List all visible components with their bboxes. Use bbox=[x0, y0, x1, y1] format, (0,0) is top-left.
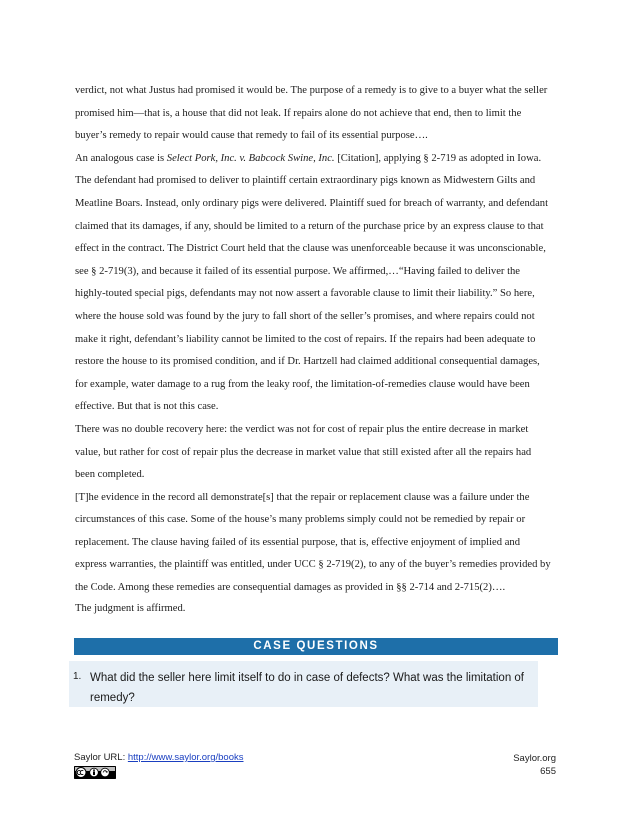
paragraph bbox=[75, 148, 553, 419]
paragraph: [T]he evidence in the record all demonstrate[s] that the repair or replacement clause was a failure under the circumstances of this case. Some of the house’s many problems simply could not be remedied by repair or replacement. The clause having failed of its essential purpose, that is, effective enjoyment of implied and express warranties, the plaintiff was entitled, under UCC § 2-719(2), to any of the buyer’s remedies provided by the Code. Among these remedies are consequential damages as provided in §§ 2-714 and 2-715(2)…. bbox=[75, 491, 551, 594]
creative-commons-by-icon bbox=[74, 766, 116, 779]
question-item bbox=[69, 661, 538, 707]
saylor-books-link[interactable]: http://www.saylor.org/books bbox=[127, 752, 244, 763]
footer-source bbox=[74, 752, 244, 763]
footer-org: Saylor.org bbox=[513, 753, 556, 764]
paragraph: verdict, not what Justus had promised it would be. The purpose of a remedy is to give to a buyer what the seller promised him—that is, a house that did not leak. If repairs alone do not achieve that end, then to limit the buyer’s remedy to repair would cause that remedy to fail of its essential purpose…. bbox=[75, 85, 548, 142]
footer-page-info bbox=[513, 752, 556, 778]
case-excerpt bbox=[75, 80, 553, 618]
paragraph-text: An analogous case is bbox=[75, 152, 167, 164]
footer-url-label: Saylor URL: bbox=[74, 752, 128, 763]
case-questions-header: CASE QUESTIONS bbox=[74, 638, 558, 655]
page-number: 655 bbox=[540, 766, 556, 777]
paragraph: The judgment is affirmed. bbox=[75, 602, 186, 614]
question-number: 1. bbox=[73, 671, 82, 682]
case-citation: Select Pork, Inc. v. Babcock Swine, Inc. bbox=[166, 152, 335, 164]
question-text: What did the seller here limit itself to do in case of defects? What was the limitation of remedy? bbox=[90, 672, 525, 704]
paragraph-text: [Citation], applying § 2-719 as adopted in Iowa. The defendant had promised to deliver to plaintiff certain extraordinary pigs known as Midwestern Gilts and Meatline Boars. Instead, only ordinary pigs were delivered. Plaintiff sued for breach of warranty, and defendant claimed that its damages, if any, should be limited to a return of the purchase price by an express clause to that effect in the contract. The District Court held that the clause was unenforceable because it was unconscionable, see § 2-719(3), and because it failed of its essential purpose. We affirmed,…“Having failed to deliver the highly-touted special pigs, defendants may not now assert a favorable clause to limit their liability.” So here, where the house sold was found by the jury to fall short of the seller’s promises, and where repairs could not make it right, defendant’s liability cannot be limited to the cost of repairs. If the repairs had been adequate to restore the house to its promised condition, and if Dr. Hartzell had claimed additional consequential damages, for example, water damage to a rug from the leaky roof, the limitation-of-remedies clause would have been effective. But that is not this case. bbox=[75, 152, 549, 413]
paragraph: There was no double recovery here: the verdict was not for cost of repair plus the entire decrease in market value, but rather for cost of repair plus the decrease in market value that still existed after all the repairs had been completed. bbox=[75, 423, 532, 481]
